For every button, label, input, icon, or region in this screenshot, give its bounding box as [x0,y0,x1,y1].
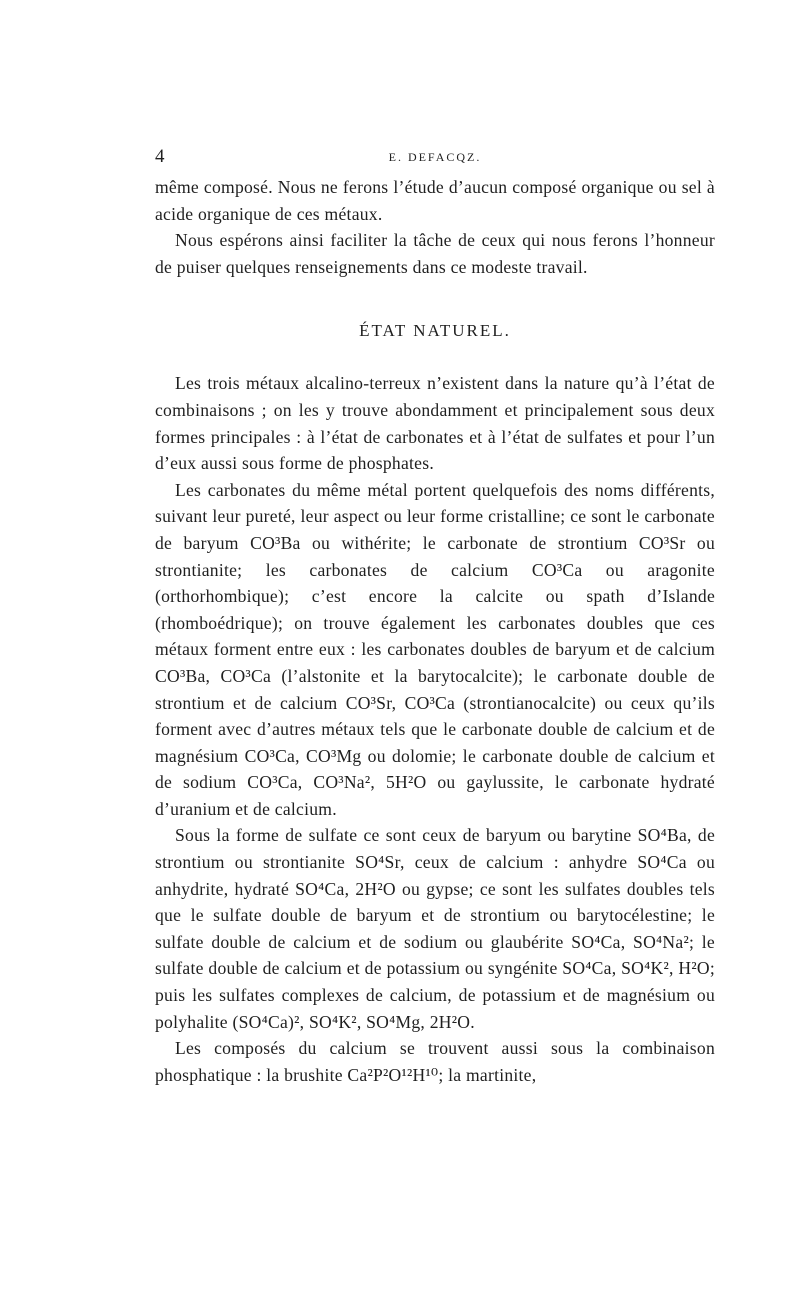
paragraph: Les trois métaux alcalino-terreux n’existent dans la nature qu’à l’état de combinaisons ; on les y trouve abondamment et principalement sous deux formes principales : à l’état de carbonates et à l’état de sulfates et pour l’un d’eux aussi sous forme de phosphates. [155,373,715,474]
paragraph: Les composés du calcium se trouvent aussi sous la combinaison phosphatique : la brushite Ca²P²O¹²H¹⁰; la martinite, [155,1038,715,1085]
book-page [155,146,715,1088]
page-header [155,146,715,168]
paragraph: Nous espérons ainsi faciliter la tâche de ceux qui nous ferons l’honneur de puiser quelques renseignements dans ce modeste travail. [155,230,715,277]
paragraph: Les carbonates du même métal portent quelquefois des noms différents, suivant leur pureté, leur aspect ou leur forme cristalline; ce sont le carbonate de baryum CO³Ba ou withérite; le carbonate de strontium CO³Sr ou strontianite; les carbonates de calcium CO³Ca ou aragonite (orthorhombique); c’est encore la calcite ou spath d’Islande (rhomboédrique); on trouve également les carbonates doubles que ces métaux forment entre eux : les carbonates doubles de baryum et de calcium CO³Ba, CO³Ca (l’alstonite et la barytocalcite); le carbonate double de strontium et de calcium CO³Sr, CO³Ca (strontianocalcite) ou ceux qu’ils forment avec d’autres métaux tels que le carbonate double de calcium et de magnésium CO³Ca, CO³Mg ou dolomie; le carbonate double de calcium et de sodium CO³Ca, CO³Na², 5H²O ou gaylussite, le carbonate hydraté d’uranium et de calcium. [155,479,715,819]
paragraph: Sous la forme de sulfate ce sont ceux de baryum ou barytine SO⁴Ba, de strontium ou strontianite SO⁴Sr, ceux de calcium : anhydre SO⁴Ca ou anhydrite, hydraté SO⁴Ca, 2H²O ou gypse; ce sont les sulfates doubles tels que le sulfate double de baryum et de strontium ou barytocélestine; le sulfate double de calcium et de sodium ou glaubérite SO⁴Ca, SO⁴Na²; le sulfate double de calcium et de potassium ou syngénite SO⁴Ca, SO⁴K², H²O; puis les sulfates complexes de calcium, de potassium et de magnésium ou polyhalite (SO⁴Ca)², SO⁴K², SO⁴Mg, 2H²O. [155,825,715,1032]
section-title: ÉTAT NATUREL. [359,321,511,341]
running-head: E. DEFACQZ. [388,150,482,164]
page-number: 4 [155,146,165,167]
paragraph: même composé. Nous ne ferons l’étude d’aucun composé organique ou sel à acide organique de ces métaux. [155,177,715,224]
